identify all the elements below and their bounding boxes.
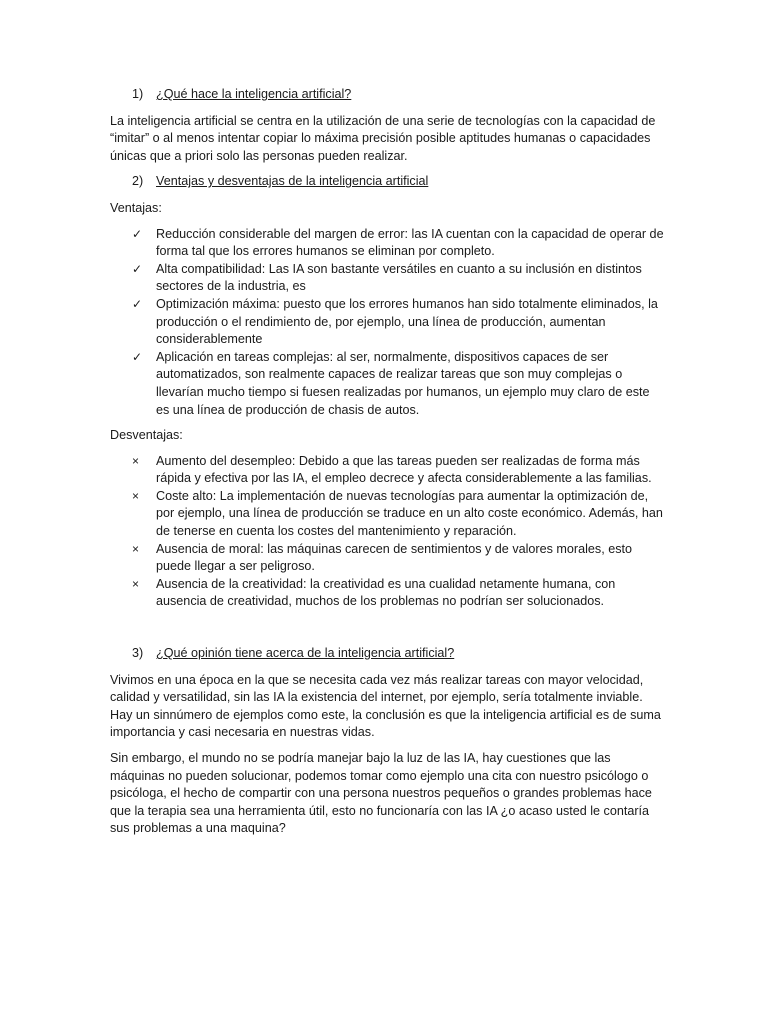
question-1-number: 1) xyxy=(132,87,144,101)
ventaja-text: Alta compatibilidad: Las IA son bastante versátiles en cuanto a su inclusión en distintos sectores de la industria, es xyxy=(156,261,642,294)
question-2-title: Ventajas y desventajas de la inteligencia artificial xyxy=(156,174,429,189)
desventaja-text: Coste alto: La implementación de nuevas tecnologías para aumentar la optimización de, por ejemplo, una línea de producción se traduce en un alto coste económico. Además, han de tenerse en cuenta los costes del mantenimiento y reparación. xyxy=(156,488,663,539)
list-item xyxy=(110,349,666,419)
check-icon: ✓ xyxy=(132,261,143,276)
check-icon: ✓ xyxy=(132,349,143,364)
question-1-answer: La inteligencia artificial se centra en la utilización de una serie de tecnologías con la capacidad de “imitar” o al menos intentar copiar lo máxima precisión posible aptitudes humanas o capacidades únicas que a priori solo las personas pueden realizar. xyxy=(110,113,656,163)
list-item xyxy=(110,576,666,611)
document-page xyxy=(110,86,666,846)
question-3-number: 3) xyxy=(132,646,144,661)
list-item xyxy=(110,453,666,488)
question-3-paragraph: Vivimos en una época en la que se necesita cada vez más realizar tareas con mayor velocidad, calidad y versatilidad, sin las IA la existencia del internet, por ejemplo, sería totalmente inviable. Hay un sinnúmero de ejemplos como este, la conclusión es que la inteligencia artificial es de suma importancia y casi necesaria en nuestras vidas. xyxy=(110,672,661,740)
ventaja-text: Reducción considerable del margen de error: las IA cuentan con la capacidad de operar de forma tal que los errores humanos se eliminan por completo. xyxy=(156,226,664,259)
ventaja-text: Optimización máxima: puesto que los errores humanos han sido totalmente eliminados, la producción o el rendimiento de, por ejemplo, una línea de producción, aumentan considerablemente xyxy=(156,296,658,347)
ventajas-label: Ventajas: xyxy=(110,200,162,215)
list-item xyxy=(110,261,666,296)
cross-icon: × xyxy=(132,576,140,591)
desventajas-label: Desventajas: xyxy=(110,428,183,443)
desventaja-text: Ausencia de moral: las máquinas carecen de sentimientos y de valores morales, esto puede llegar a ser peligroso. xyxy=(156,541,633,574)
cross-icon: × xyxy=(132,541,140,556)
desventaja-text: Aumento del desempleo: Debido a que las tareas pueden ser realizadas de forma más rápida y efectiva por las IA, el empleo decrece y afecta considerablemente a las familias. xyxy=(156,453,652,486)
check-icon: ✓ xyxy=(132,296,143,311)
cross-icon: × xyxy=(132,488,140,503)
list-item xyxy=(110,488,666,541)
list-item xyxy=(110,541,666,576)
section-spacer xyxy=(110,619,666,645)
list-item xyxy=(110,296,666,349)
question-2-number: 2) xyxy=(132,174,144,189)
ventaja-text: Aplicación en tareas complejas: al ser, normalmente, dispositivos capaces de ser automatizados, son realmente capaces de realizar tareas que son muy complejas o llevarían mucho tiempo si fuesen realizadas por humanos, un ejemplo muy claro de este es una línea de producción de chasis de autos. xyxy=(156,349,650,417)
question-3-title: ¿Qué opinión tiene acerca de la inteligencia artificial? xyxy=(156,646,455,661)
cross-icon: × xyxy=(132,453,140,468)
question-3-heading xyxy=(110,645,666,663)
check-icon: ✓ xyxy=(132,226,143,241)
desventajas-list xyxy=(110,453,666,611)
question-2-heading xyxy=(110,173,666,191)
desventaja-text: Ausencia de la creatividad: la creatividad es una cualidad netamente humana, con ausencia de creatividad, muchos de los problemas no podrían ser solucionados. xyxy=(156,576,616,609)
ventajas-list xyxy=(110,226,666,420)
question-1-heading xyxy=(110,86,666,104)
list-item xyxy=(110,226,666,261)
question-3-paragraph: Sin embargo, el mundo no se podría manejar bajo la luz de las IA, hay cuestiones que las máquinas no pueden solucionar, podemos tomar como ejemplo una cita con nuestro psicólogo o psicóloga, el hecho de compartir con una persona nuestros pequeños o grandes problemas hace que la terapia sea una herramienta útil, esto no funcionaría con las IA ¿o acaso usted le contaría sus problemas a una maquina? xyxy=(110,751,652,836)
question-1-title: ¿Qué hace la inteligencia artificial? xyxy=(156,87,352,101)
